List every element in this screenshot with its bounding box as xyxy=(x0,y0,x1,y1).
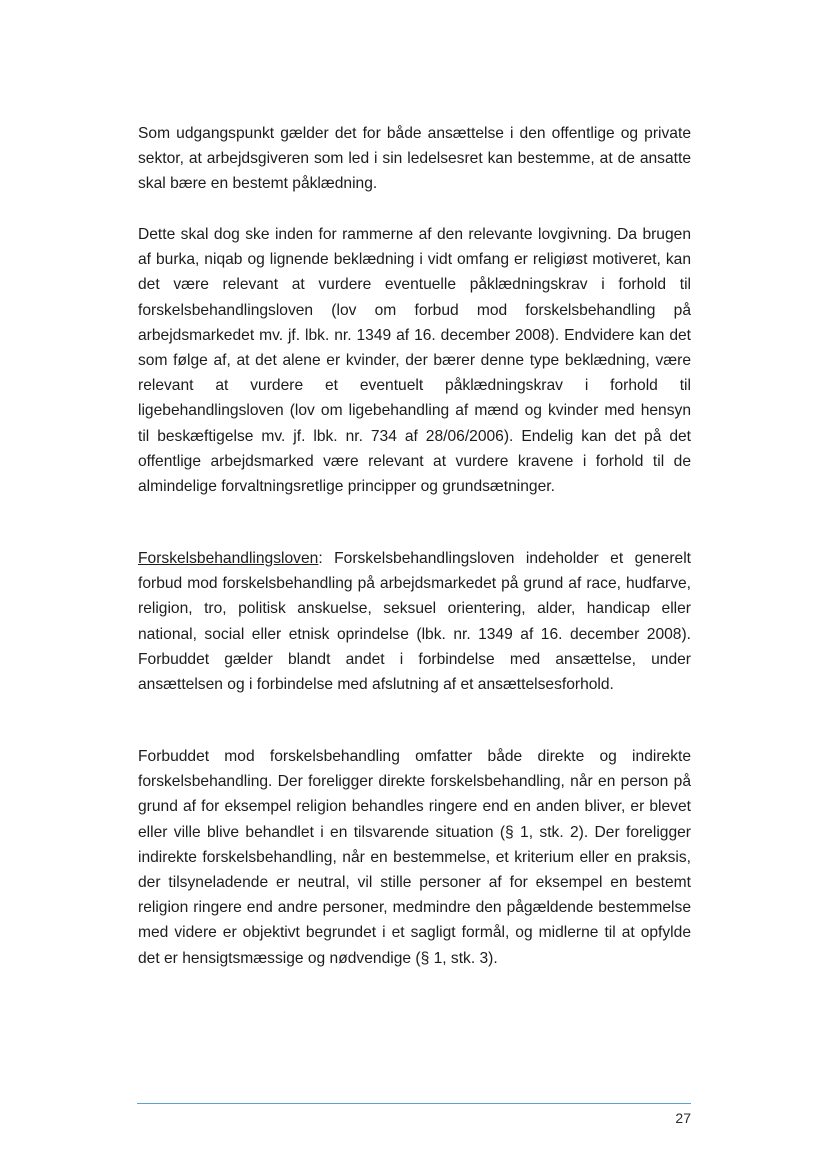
page-number: 27 xyxy=(675,1110,691,1126)
footer-rule xyxy=(137,1103,691,1104)
paragraph-lovgivning xyxy=(138,222,691,499)
paragraph-text: Forskelsbehandlingsloven indeholder et generelt forbud mod forskelsbehandling på arbejdsmarkedet på grund af race, hudfarve, religion, tro, politisk anskuelse, seksuel orientering, alder, handicap eller national, social eller etnisk oprindelse (lbk. nr. 1349 af 16. december 2008). Forbuddet gælder blandt andet i forbindelse med ansættelse, under ansættelsen og i forbindelse med afslutning af et ansættelsesforhold. xyxy=(138,550,691,694)
section-heading: Forskelsbehandlingsloven xyxy=(138,550,319,567)
paragraph-text: Som udgangspunkt gælder det for både ansættelse i den offentlige og private sektor, at arbejdsgiveren som led i sin ledelsesret kan bestemme, at de ansatte skal bære en bestemt påklædning. xyxy=(138,125,691,193)
section-heading-colon: : xyxy=(318,550,323,567)
paragraph-text: Dette skal dog ske inden for rammerne af den relevante lovgivning. Da brugen af burka, niqab og lignende beklædning i vidt omfang er religiøst motiveret, kan det være relevant at vurdere eventuelle påklædningskrav i forhold til forskelsbehandlingsloven (lov om forbud mod forskelsbehandling på arbejdsmarkedet mv. jf. lbk. nr. 1349 af 16. december 2008). Endvidere kan det som følge af, at det alene er kvinder, der bærer denne type beklædning, være relevant at vurdere et eventuelt påklædningskrav i forhold til ligebehandlingsloven (lov om ligebehandling af mænd og kvinder med hensyn til beskæftigelse mv. jf. lbk. nr. 734 af 28/06/2006). Endelig kan det på det offentlige arbejdsmarked være relevant at vurdere kravene i forhold til de almindelige forvaltningsretlige principper og grundsætninger. xyxy=(138,226,691,496)
paragraph-forskelsbehandlingsloven xyxy=(138,546,691,697)
paragraph-ledelsesret xyxy=(138,121,691,197)
paragraph-direkte-indirekte xyxy=(138,744,691,971)
paragraph-text: Forbuddet mod forskelsbehandling omfatter både direkte og indirekte forskelsbehandling. Der foreligger direkte forskelsbehandling, når en person på grund af for eksempel religion behandles ringere end en anden bliver, er blevet eller ville blive behandlet i en tilsvarende situation (§ 1, stk. 2). Der foreligger indirekte forskelsbehandling, når en bestemmelse, et kriterium eller en praksis, der tilsyneladende er neutral, vil stille personer af for eksempel en bestemt religion ringere end andre personer, medmindre den pågældende bestemmelse med videre er objektivt begrundet i et sagligt formål, og midlerne til at opfylde det er hensigtsmæssige og nødvendige (§ 1, stk. 3). xyxy=(138,748,691,967)
